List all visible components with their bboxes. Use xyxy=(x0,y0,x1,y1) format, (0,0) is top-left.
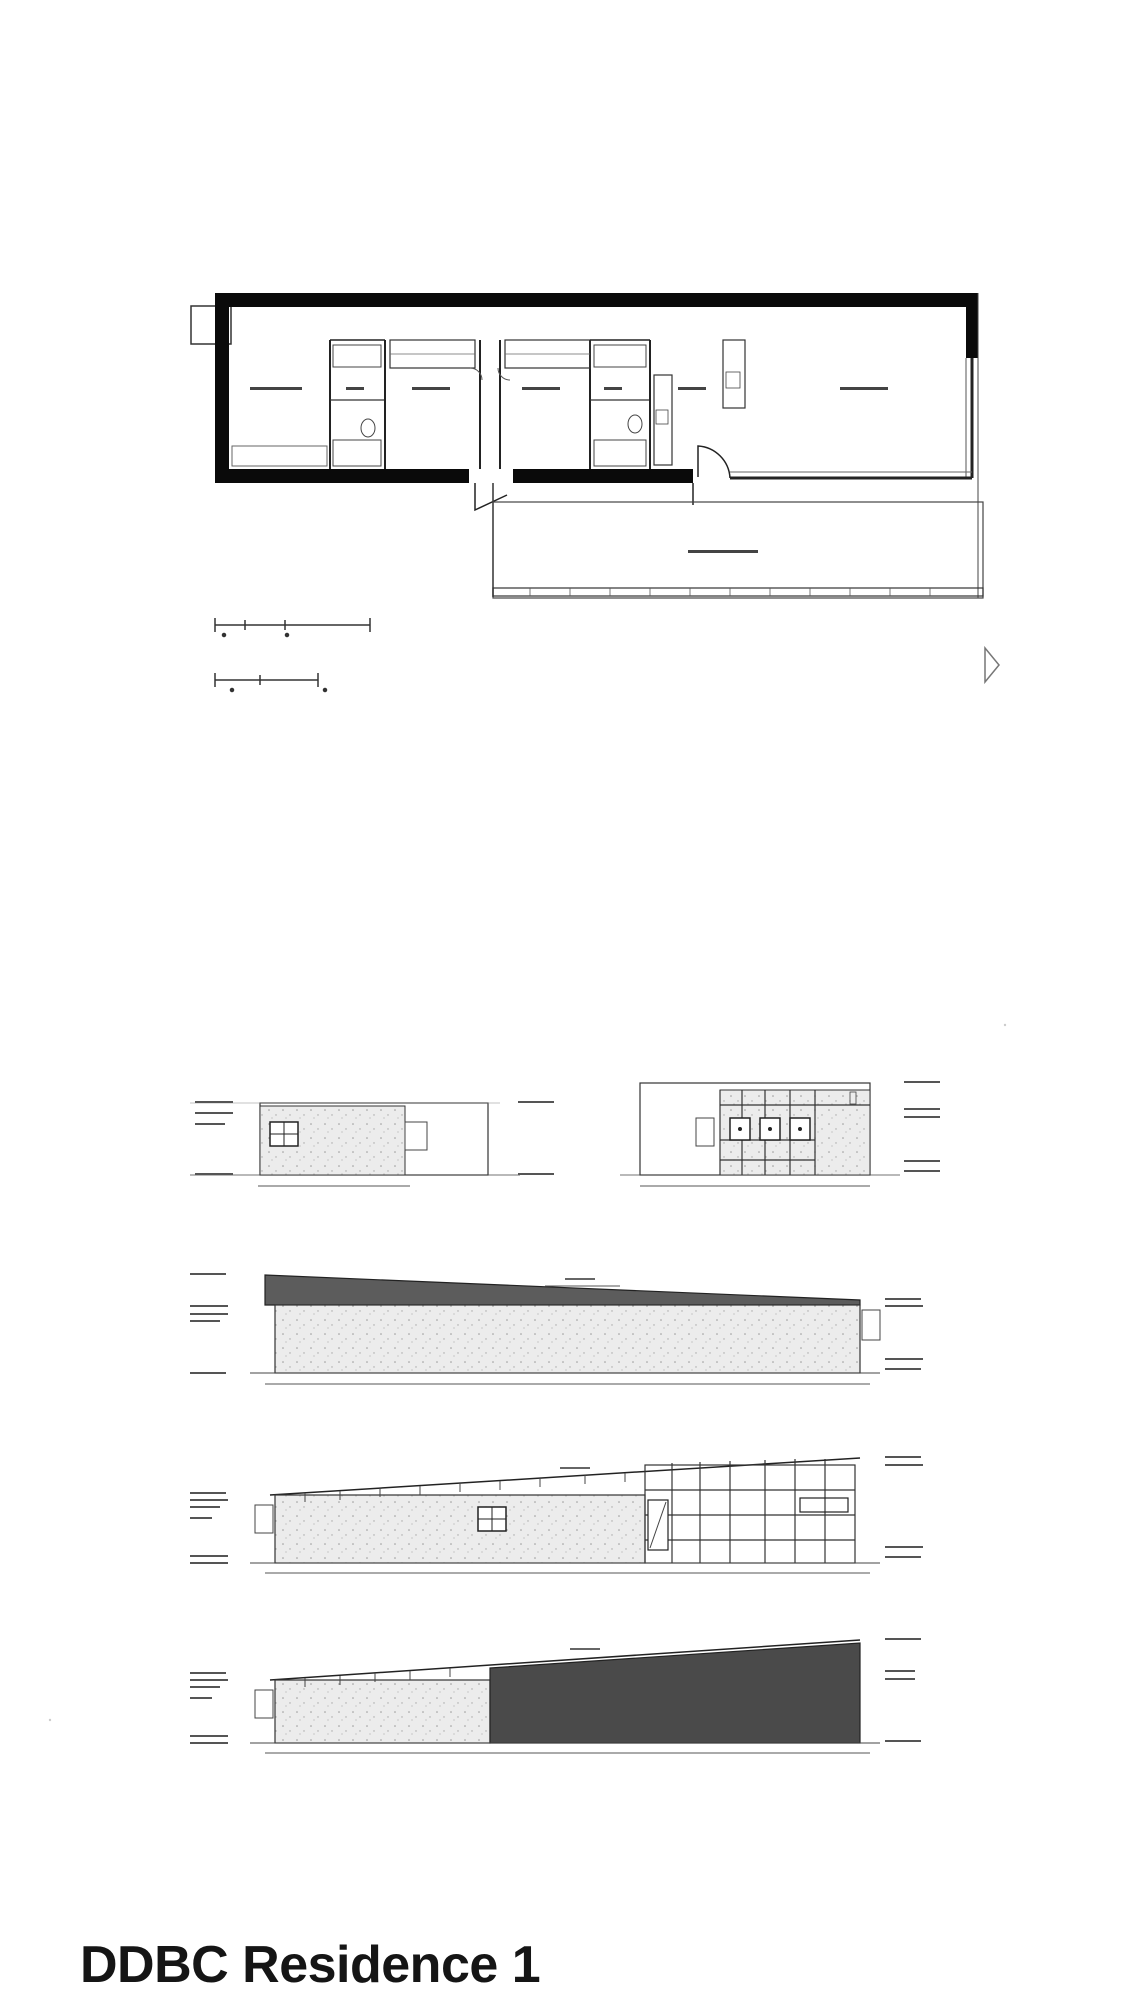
label-bedroom-2 xyxy=(522,387,560,390)
plan-kitchen-bench xyxy=(654,375,672,465)
sheet-title: DDBC Residence 1 xyxy=(80,1936,541,1994)
label-kitchen xyxy=(678,387,706,390)
label-carport xyxy=(688,550,758,553)
floor-plan xyxy=(191,293,983,598)
north-arrow-icon xyxy=(985,648,999,682)
plan-deck-edge xyxy=(493,588,983,596)
label-living-dining xyxy=(840,387,888,390)
plan-wall-right xyxy=(966,293,978,358)
elevation-side-west xyxy=(190,1101,554,1186)
plan-vanity-2 xyxy=(594,345,646,367)
label-master-bedroom xyxy=(250,387,302,390)
label-bedroom-1 xyxy=(412,387,450,390)
elevation-side-east xyxy=(620,1081,940,1186)
elevation-north xyxy=(190,1273,923,1384)
elevation-rear xyxy=(190,1638,921,1753)
scale-bar-2 xyxy=(215,673,327,692)
plan-wall-bottom-left xyxy=(215,469,469,483)
plan-wall-left xyxy=(215,293,229,483)
plan-wall-bottom-mid xyxy=(513,469,693,483)
plan-entry-door xyxy=(698,446,730,478)
label-bath-1 xyxy=(346,387,364,390)
label-bath-2 xyxy=(604,387,622,390)
plan-front-door xyxy=(475,483,507,510)
elevation-dark-cladding xyxy=(490,1643,860,1743)
elevation-south xyxy=(190,1456,923,1573)
plan-master-robe xyxy=(232,446,327,466)
plan-wall-top xyxy=(215,293,978,307)
elevation-roof xyxy=(265,1275,860,1305)
plan-vanity-1 xyxy=(333,345,381,367)
scale-bar-1 xyxy=(215,618,370,637)
